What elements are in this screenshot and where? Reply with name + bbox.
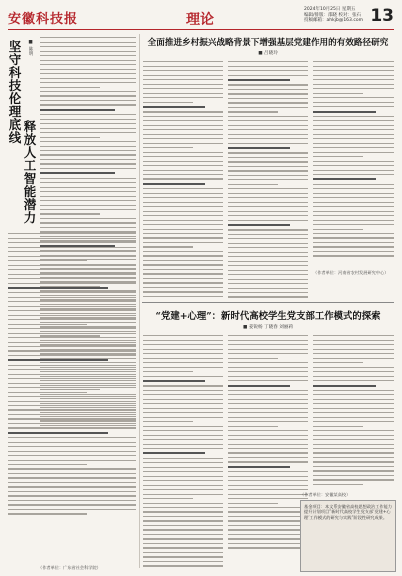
page-number: 13 (370, 6, 394, 26)
contact-email: 投稿邮箱：ahkjb@163.com (304, 18, 363, 23)
funding-note-box (300, 500, 396, 572)
masthead: 安徽科技报 (8, 12, 79, 27)
article3-footer: （作者单位：安徽某高校） (300, 492, 351, 497)
article3-title: “党建+心理”：新时代高校学生党支部工作模式的探索 (155, 311, 381, 322)
article2-column2 (228, 58, 308, 298)
article1-author: ■ 陈明 (28, 40, 33, 56)
section-title: 理论 (186, 12, 214, 28)
article1-footer: （作者单位：广东省社会科学院） (38, 565, 101, 570)
issue-date: 2024年10月25日 星期五 (304, 7, 356, 12)
page-header (8, 6, 394, 28)
editor-line: 编辑/排版：邵晓 校对：张石 (304, 12, 361, 18)
article3-column1 (143, 332, 223, 570)
article3-column2 (228, 332, 308, 570)
article-divider (142, 302, 394, 303)
header-rule (8, 29, 394, 30)
article3-column3 (313, 332, 394, 492)
column-divider (139, 34, 140, 568)
article2-footer: （作者单位：河南省农村发展研究中心） (313, 270, 389, 275)
article2-column1 (143, 58, 223, 298)
article2-title: 全面推进乡村振兴战略背景下增强基层党建作用的有效路径研究 (147, 38, 389, 48)
article1-lower-text (8, 230, 136, 570)
article1-title-line2: 释放人工智能潜力 (22, 120, 37, 224)
header-meta (304, 7, 363, 24)
funding-note-text: 基金项目：本文系安徽省高校思想政治工作能力提升计划项目“新时代高校学生党支部‘党建+心理’工作模式的研究与实践”阶段性研究成果。 (304, 504, 392, 520)
article2-author: ■ 吕晓玲 (258, 51, 278, 56)
article2-column3 (313, 58, 394, 270)
article1-title-line1: 坚守科技伦理底线 (7, 40, 22, 144)
article3-author: ■ 姜锐杨 丁晓春 刘丽莉 (242, 325, 294, 330)
